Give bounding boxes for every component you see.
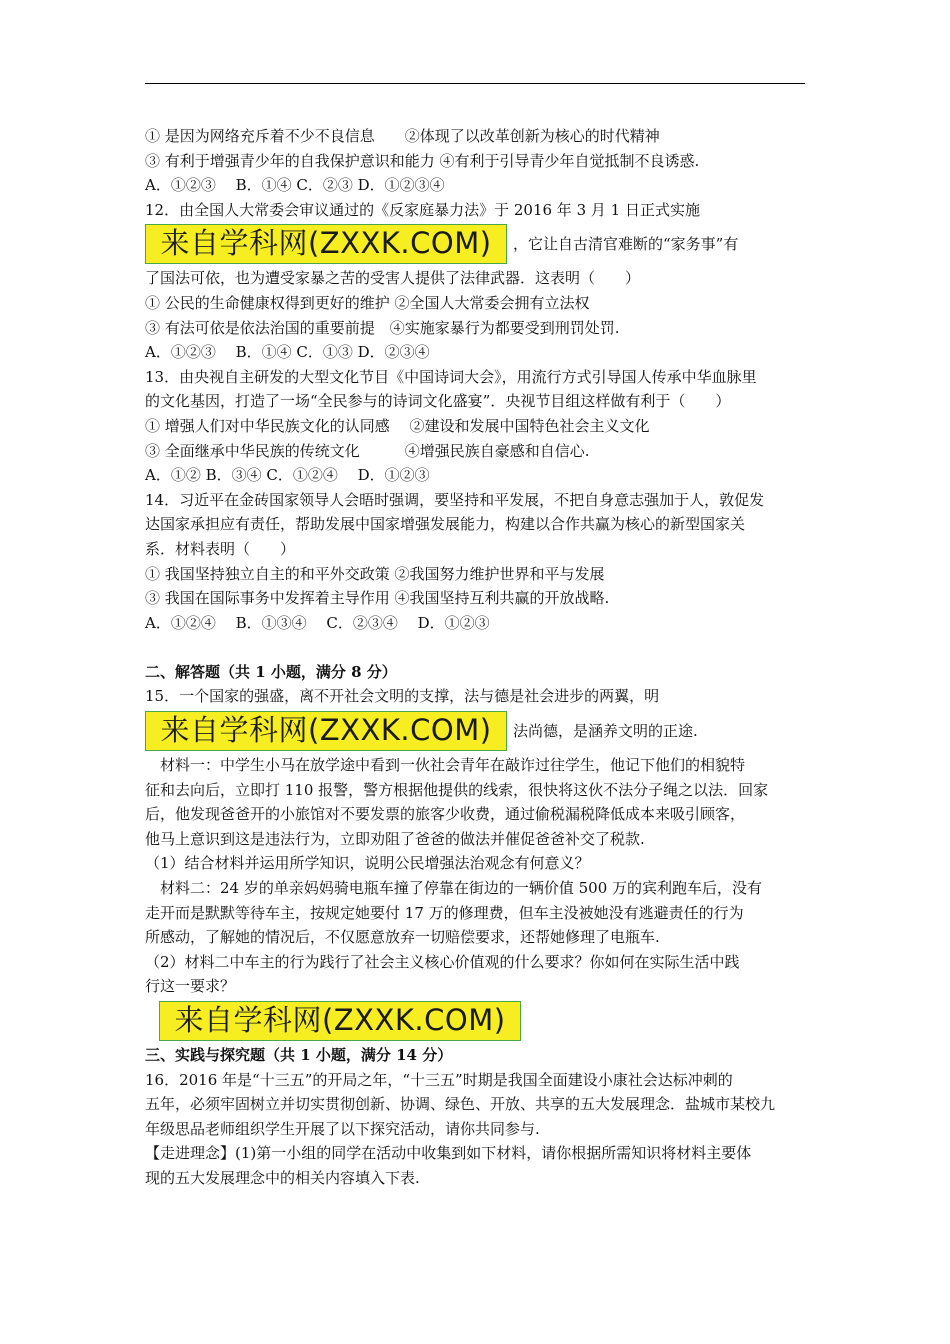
question-text: 现的五大发展理念中的相关内容填入下表.: [145, 1168, 420, 1187]
answer-choices: A．①②④ B．①③④ C．②③④ D．①②③: [145, 613, 490, 632]
question-15-text: 15．一个国家的强盛，离不开社会文明的支撑，法与德是社会进步的两翼，明: [145, 687, 660, 706]
option-line: ① 我国坚持独立自主的和平外交政策 ②我国努力维护世界和平与发展: [145, 564, 605, 583]
question-text: 五年，必须牢固树立并切实贯彻创新、协调、绿色、开放、共享的五大发展理念．盐城市某校九: [145, 1095, 776, 1114]
document-body: [145, 124, 810, 1191]
question-12-continued: ，它让自古清官难断的“家务事”有: [513, 235, 739, 254]
watermark-banner: 来自学科网(ZXXK.COM): [159, 1001, 521, 1041]
watermark-row: [145, 222, 810, 266]
section-3-heading: 三、实践与探究题（共 1 小题，满分 14 分）: [145, 1046, 453, 1064]
question-12-text: 12．由全国人大常委会审议通过的《反家庭暴力法》于 2016 年 3 月 1 日正式实施: [145, 200, 700, 219]
question-text: 年级思品老师组织学生开展了以下探究活动，请你共同参与.: [145, 1119, 540, 1138]
option-line: ③ 我国在国际事务中发挥着主导作用 ④我国坚持互利共赢的开放战略.: [145, 589, 610, 608]
material-text: 所感动，了解她的情况后，不仅愿意放弃一切赔偿要求，还帮她修理了电瓶车.: [145, 928, 660, 947]
question-14-text: 14．习近平在金砖国家领导人会晤时强调，要坚持和平发展，不把自身意志强加于人，敦促发: [145, 490, 765, 509]
answer-choices: A．①②③ B．①④ C．②③ D．①②③④: [145, 176, 445, 195]
question-text: 达国家承担应有责任，帮助发展中国家增强发展能力，构建以合作共赢为核心的新型国家关: [145, 515, 746, 534]
watermark-banner: 来自学科网(ZXXK.COM): [145, 224, 507, 264]
option-line: ③ 有利于增强青少年的自我保护意识和能力 ④有利于引导青少年自觉抵制不良诱惑.: [145, 151, 700, 170]
header-rule: [145, 83, 805, 84]
question-text: 了国法可依，也为遭受家暴之苦的受害人提供了法律武器．这表明（ ）: [145, 269, 641, 288]
answer-choices: A．①②③ B．①④ C．①③ D．②③④: [145, 343, 430, 362]
material-text: 走开而是默默等待车主，按规定她要付 17 万的修理费，但车主没被她没有逃避责任的行为: [145, 903, 744, 922]
question-text: 的文化基因，打造了一场“全民参与的诗词文化盛宴”．央视节目组这样做有利于（ ）: [145, 392, 731, 411]
material-text: 材料一：中学生小马在放学途中看到一伙社会青年在敲诈过往学生，他记下他们的相貌特: [145, 756, 746, 775]
material-text: 征和去向后，立即打 110 报警，警方根据他提供的线索，很快将这伙不法分子绳之以法．回家: [145, 780, 769, 799]
question-text: 【走进理念】(1)第一小组的同学在活动中收集到如下材料，请你根据所需知识将材料主要体: [145, 1144, 752, 1163]
option-line: ③ 全面继承中华民族的传统文化 ④增强民族自豪感和自信心.: [145, 441, 590, 460]
question-15-continued: 法尚德，是涵养文明的正途.: [513, 721, 698, 740]
watermark-row: [145, 709, 810, 753]
option-line: ① 增强人们对中华民族文化的认同感 ②建设和发展中国特色社会主义文化: [145, 416, 650, 435]
question-13-text: 13．由央视自主研发的大型文化节目《中国诗词大会》，用流行方式引导国人传承中华血脉里: [145, 367, 757, 386]
sub-question: （1）结合材料并运用所学知识，说明公民增强法治观念有何意义？: [145, 854, 590, 873]
question-16-text: 16．2016 年是“十三五”的开局之年，“十三五”时期是我国全面建设小康社会达标冲刺的: [145, 1070, 733, 1089]
spacer: [145, 635, 810, 660]
option-line: ① 是因为网络充斥着不少不良信息 ②体现了以改革创新为核心的时代精神: [145, 127, 660, 145]
sub-question: 行这一要求？: [145, 977, 236, 996]
material-text: 他马上意识到这是违法行为，立即劝阻了爸爸的做法并催促爸爸补交了税款.: [145, 829, 645, 848]
answer-choices: A．①② B．③④ C．①②④ D．①②③: [145, 466, 430, 485]
material-text: 后，他发现爸爸开的小旅馆对不要发票的旅客少收费，通过偷税漏税降低成本来吸引顾客，: [145, 805, 746, 824]
option-line: ③ 有法可依是依法治国的重要前提 ④实施家暴行为都要受到刑罚处罚.: [145, 318, 620, 337]
watermark-banner: 来自学科网(ZXXK.COM): [145, 711, 507, 751]
section-2-heading: 二、解答题（共 1 小题，满分 8 分）: [145, 662, 397, 681]
watermark-row: [145, 999, 810, 1043]
sub-question: （2）材料二中车主的行为践行了社会主义核心价值观的什么要求？你如何在实际生活中践: [145, 952, 740, 971]
material-text: 材料二：24 岁的单亲妈妈骑电瓶车撞了停靠在街边的一辆价值 500 万的宾利跑车后，没有: [145, 879, 763, 898]
question-text: 系．材料表明（ ）: [145, 539, 296, 558]
option-line: ① 公民的生命健康权得到更好的维护 ②全国人大常委会拥有立法权: [145, 293, 590, 312]
